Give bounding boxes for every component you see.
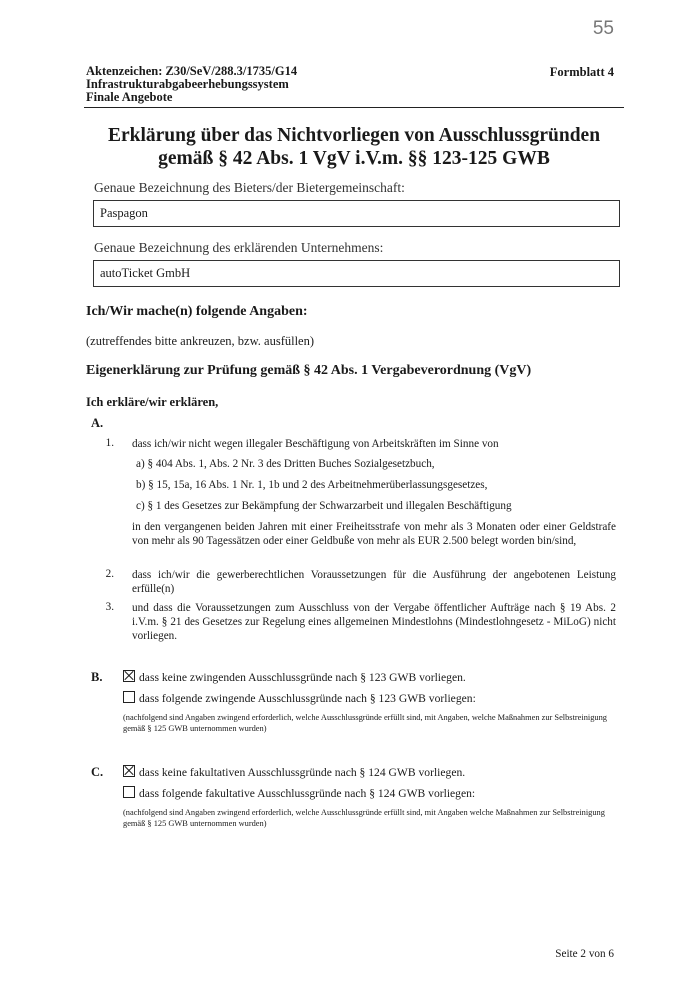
item-text-tail: in den vergangenen beiden Jahren mit einer Freiheitsstrafe von mehr als 3 Monaten oder einer Geldstrafe von mehr als 90 Tagessätzen oder einer Geldbuße von mehr als EUR 2.500 belegt worden bin/sind, (132, 521, 616, 547)
procedure-stage: Finale Angebote (86, 90, 173, 104)
instruction-text: (zutreffendes bitte ankreuzen, bzw. ausfüllen) (86, 334, 315, 348)
checkbox-unchecked-icon[interactable] (123, 691, 135, 703)
item-number: 2. (105, 568, 114, 580)
company-label: Genaue Bezeichnung des erklärenden Unternehmens: (94, 240, 384, 255)
checkbox-unchecked-icon[interactable] (123, 786, 135, 798)
option-label: dass keine fakultativen Ausschlussgründe nach § 124 GWB vorliegen. (139, 766, 466, 779)
section-c-note: (nachfolgend sind Angaben zwingend erforderlich, welche Ausschlussgründe erfüllt sind, mit Angaben welche Maßnahmen zur Selbstreinigung gemäß § 125 GWB unternommen wurden) (123, 808, 605, 828)
option-label: dass keine zwingenden Ausschlussgründe nach § 123 GWB vorliegen. (139, 671, 466, 684)
sub-item: a) § 404 Abs. 1, Abs. 2 Nr. 3 des Dritten Buches Sozialgesetzbuch, (136, 458, 435, 470)
item-text: und dass die Voraussetzungen zum Ausschluss von der Vergabe öffentlicher Aufträge nach § 19 Abs. 2 i.V.m. § 21 des Gesetzes zur Regelung eines allgemeinen Mindestlohns (Mindestlohngesetz - MiLoG) nicht vorliegen. (132, 602, 616, 642)
option-label: dass folgende zwingende Ausschlussgründe nach § 123 GWB vorliegen: (139, 692, 476, 705)
declare-text: Ich erkläre/wir erklären, (86, 395, 219, 409)
option-label: dass folgende fakultative Ausschlussgründe nach § 124 GWB vorliegen: (139, 787, 476, 800)
self-declaration-heading: Eigenerklärung zur Prüfung gemäß § 42 Abs. 1 Vergabeverordnung (VgV) (86, 363, 532, 378)
project-name: Infrastrukturabgabeerhebungssystem (86, 77, 289, 91)
section-c-letter: C. (91, 765, 104, 779)
section-b-note: (nachfolgend sind Angaben zwingend erforderlich, welche Ausschlussgründe erfüllt sind, mit Angaben, welche Maßnahmen zur Selbstreinigung gemäß § 125 GWB unternommen wurden) (123, 713, 607, 733)
sub-item: b) § 15, 15a, 16 Abs. 1 Nr. 1, 1b und 2 des Arbeitnehmerüberlassungsgesetzes, (136, 479, 488, 491)
section-c-option-2 (123, 786, 475, 800)
page-number: 55 (592, 18, 614, 39)
checkbox-checked-icon[interactable] (123, 765, 135, 777)
form-label: Formblatt 4 (549, 65, 614, 79)
section-b-letter: B. (91, 670, 103, 684)
checkbox-checked-icon[interactable] (123, 670, 135, 682)
section-heading: Ich/Wir mache(n) folgende Angaben: (86, 304, 308, 319)
item-number: 1. (105, 437, 114, 449)
file-reference: Aktenzeichen: Z30/SeV/288.3/1735/G14 (86, 64, 298, 78)
section-b-option-1 (123, 670, 466, 684)
item-text: dass ich/wir die gewerberechtlichen Voraussetzungen für die Ausführung der angebotenen Leistung erfülle(n) (132, 569, 616, 595)
section-a-letter: A. (91, 416, 104, 430)
bidder-label: Genaue Bezeichnung des Bieters/der Bietergemeinschaft: (94, 180, 405, 195)
bidder-field[interactable]: Paspagon (93, 200, 620, 227)
document-header (86, 65, 297, 104)
section-c-option-1 (123, 765, 465, 779)
item-text: dass ich/wir nicht wegen illegaler Beschäftigung von Arbeitskräften im Sinne von (132, 438, 499, 450)
page-title (84, 124, 624, 170)
section-b-option-2 (123, 691, 476, 705)
company-field[interactable]: autoTicket GmbH (93, 260, 620, 287)
header-divider (84, 107, 624, 108)
title-line-1: Erklärung über das Nichtvorliegen von Ausschlussgründen (107, 125, 601, 146)
sub-item: c) § 1 des Gesetzes zur Bekämpfung der Schwarzarbeit und illegalen Beschäftigung (136, 500, 512, 512)
page-footer: Seite 2 von 6 (555, 948, 614, 960)
title-line-2: gemäß § 42 Abs. 1 VgV i.V.m. §§ 123-125 GWB (158, 148, 550, 169)
item-number: 3. (105, 601, 114, 613)
